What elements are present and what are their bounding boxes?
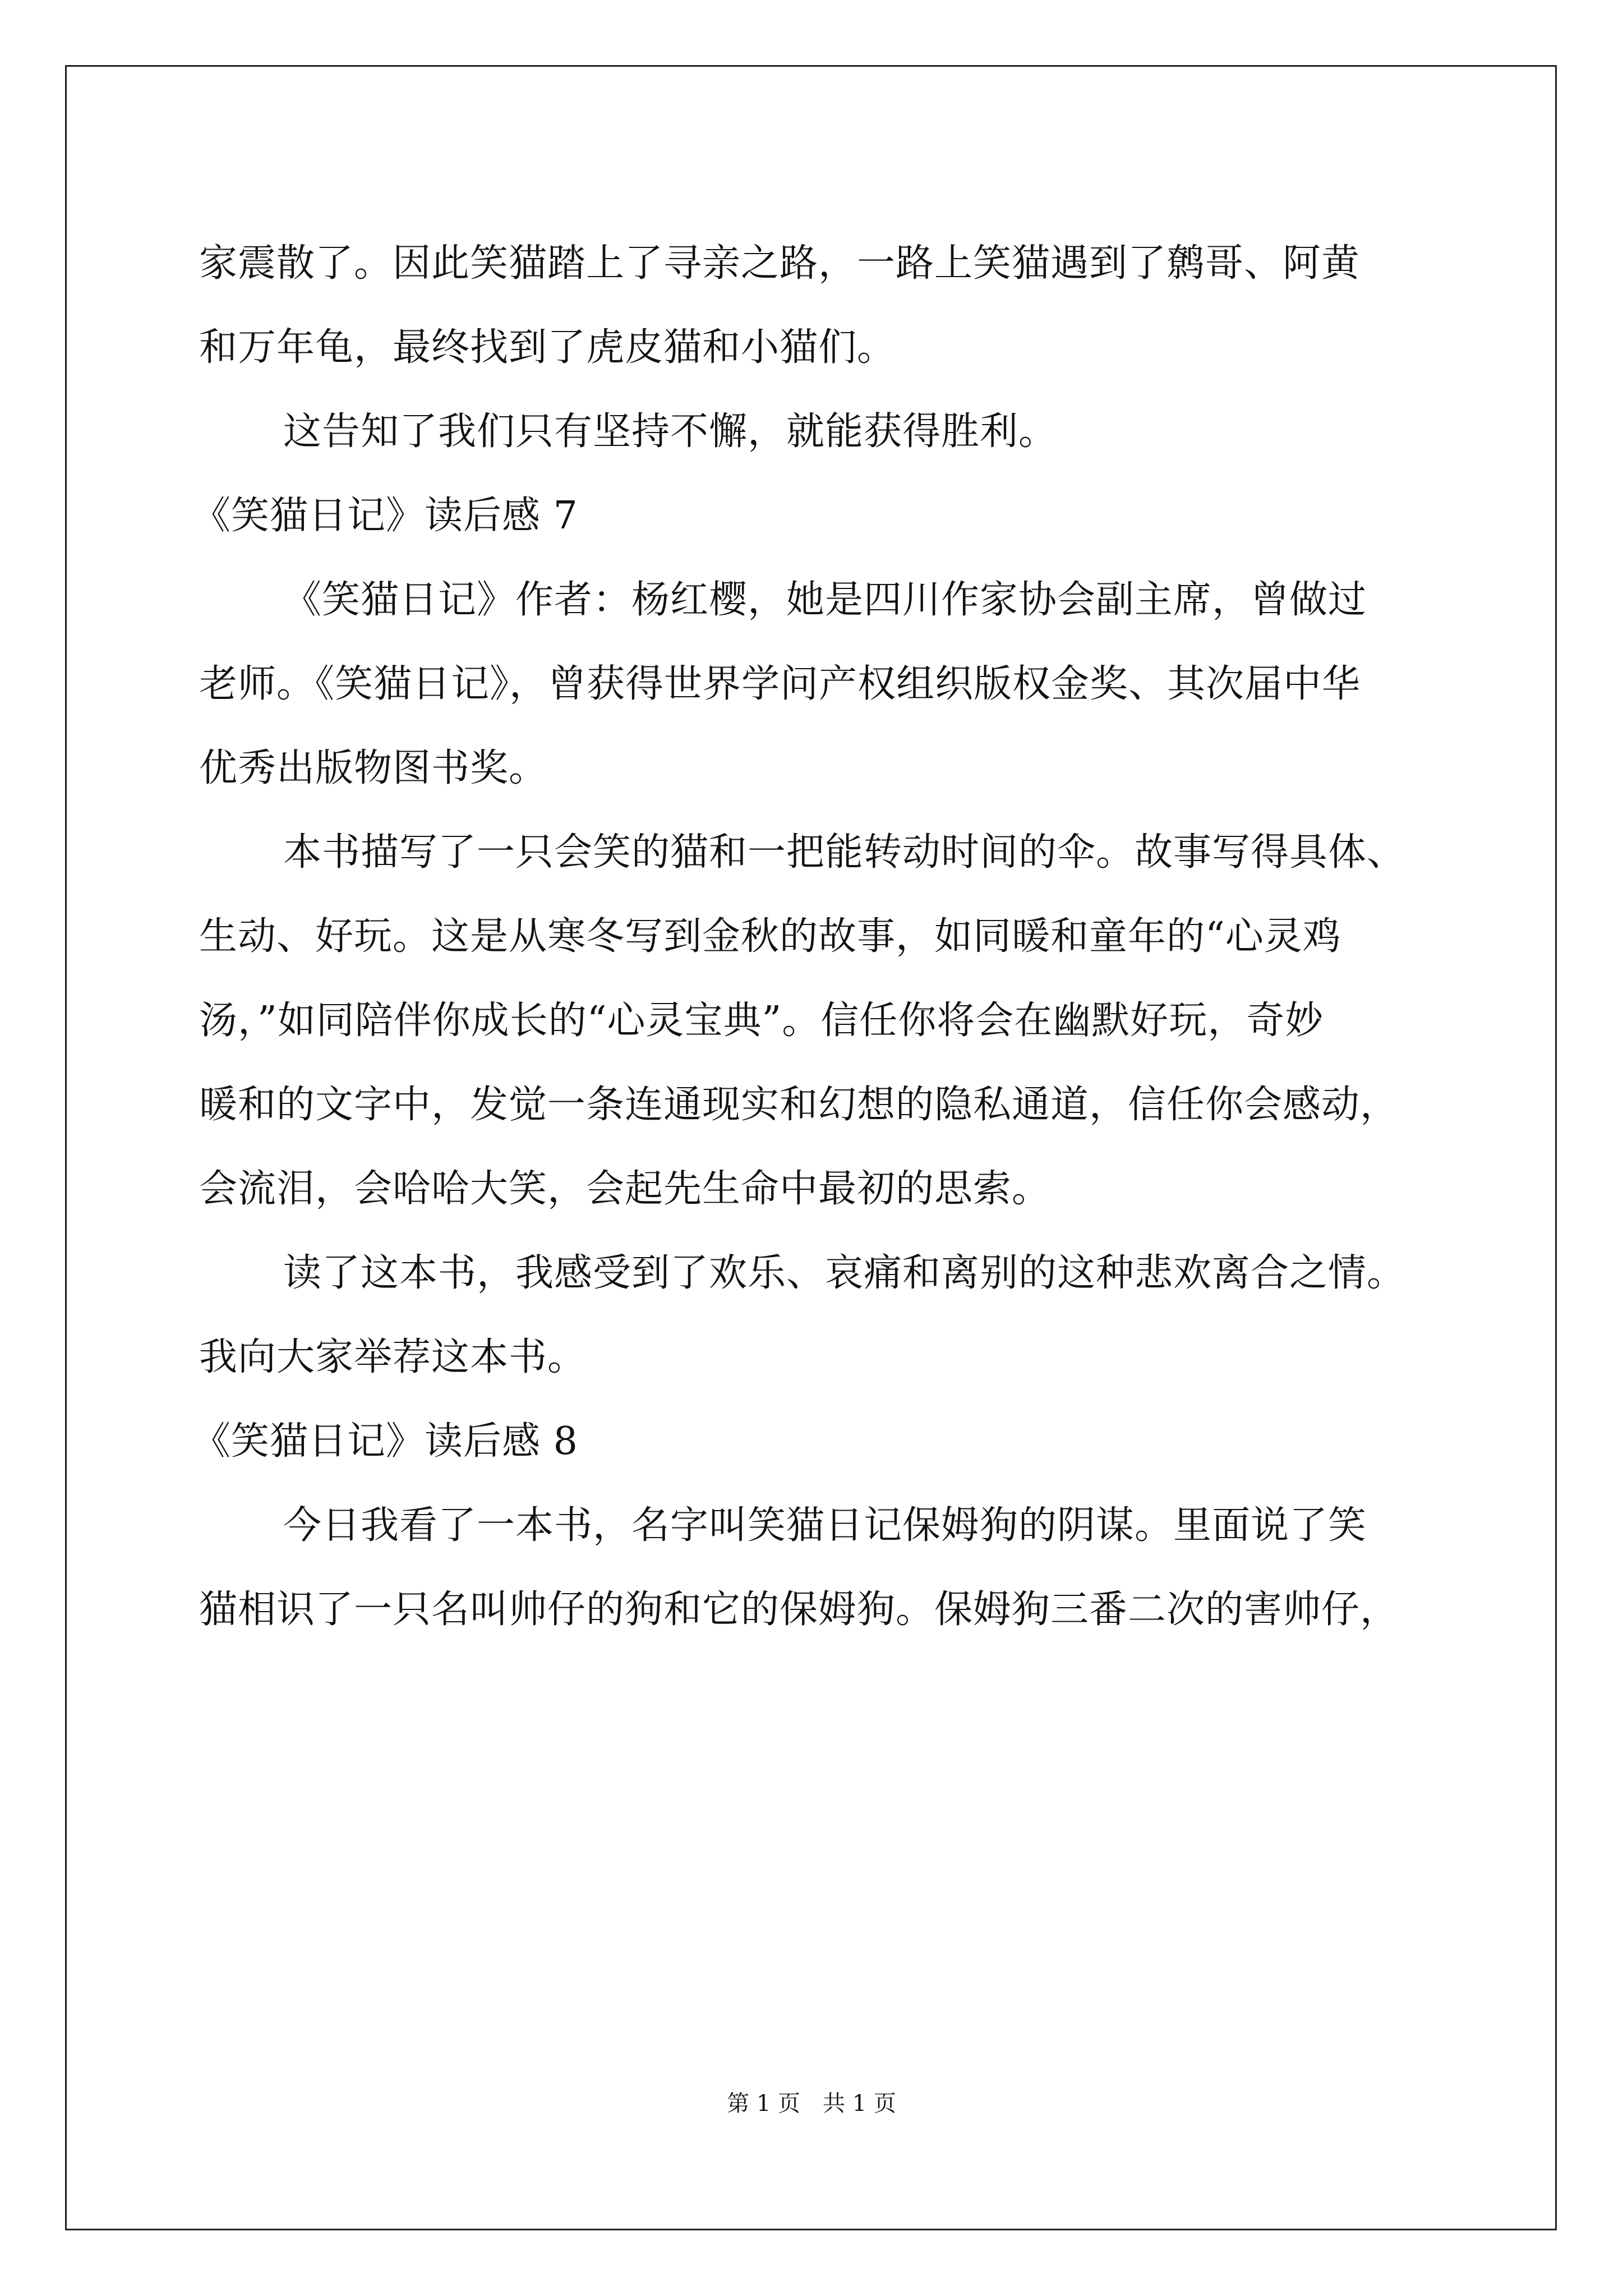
text-line-16: 今日我看了一本书，名字叫笑猫日记保姆狗的阴谋。里面说了笑 xyxy=(283,1503,1367,1548)
text-line-1: 家震散了。因此笑猫踏上了寻亲之路，一路上笑猫遇到了鹩哥、阿黄 xyxy=(199,241,1361,286)
text-line-3: 这告知了我们只有坚持不懈，就能获得胜利。 xyxy=(283,409,1058,454)
section-heading-7: 《笑猫日记》读后感 7 xyxy=(192,494,578,538)
text-line-2: 和万年龟，最终找到了虎皮猫和小猫们。 xyxy=(199,325,896,370)
text-line-17: 猫相识了一只名叫帅仔的狗和它的保姆狗。保姆狗三番二次的害帅仔， xyxy=(199,1588,1399,1632)
section-heading-8: 《笑猫日记》读后感 8 xyxy=(192,1419,578,1464)
text-line-12: 会流泪，会哈哈大笑，会起先生命中最初的思索。 xyxy=(199,1167,1051,1211)
page-footer: 第 1 页 共 1 页 xyxy=(727,2091,896,2116)
text-line-11: 暖和的文字中，发觉一条连通现实和幻想的隐私通道，信任你会感动， xyxy=(199,1083,1399,1127)
text-line-14: 我向大家举荐这本书。 xyxy=(199,1335,587,1379)
document-body xyxy=(192,222,1433,1652)
text-line-13: 读了这本书，我感受到了欢乐、哀痛和离别的这种悲欢离合之情。 xyxy=(283,1251,1406,1295)
text-line-10: 汤，”如同陪伴你成长的“心灵宝典”。信任你将会在幽默好玩，奇妙 xyxy=(199,999,1324,1043)
text-line-9: 生动、好玩。这是从寒冬写到金秋的故事，如同暖和童年的“心灵鸡 xyxy=(199,914,1341,959)
text-line-7: 优秀出版物图书奖。 xyxy=(199,746,548,790)
text-line-8: 本书描写了一只会笑的猫和一把能转动时间的伞。故事写得具体、 xyxy=(283,830,1406,875)
text-line-5: 《笑猫日记》作者：杨红樱，她是四川作家协会副主席，曾做过 xyxy=(283,578,1367,622)
text-line-6: 老师。《笑猫日记》，曾获得世界学问产权组织版权金奖、其次届中华 xyxy=(199,662,1361,706)
